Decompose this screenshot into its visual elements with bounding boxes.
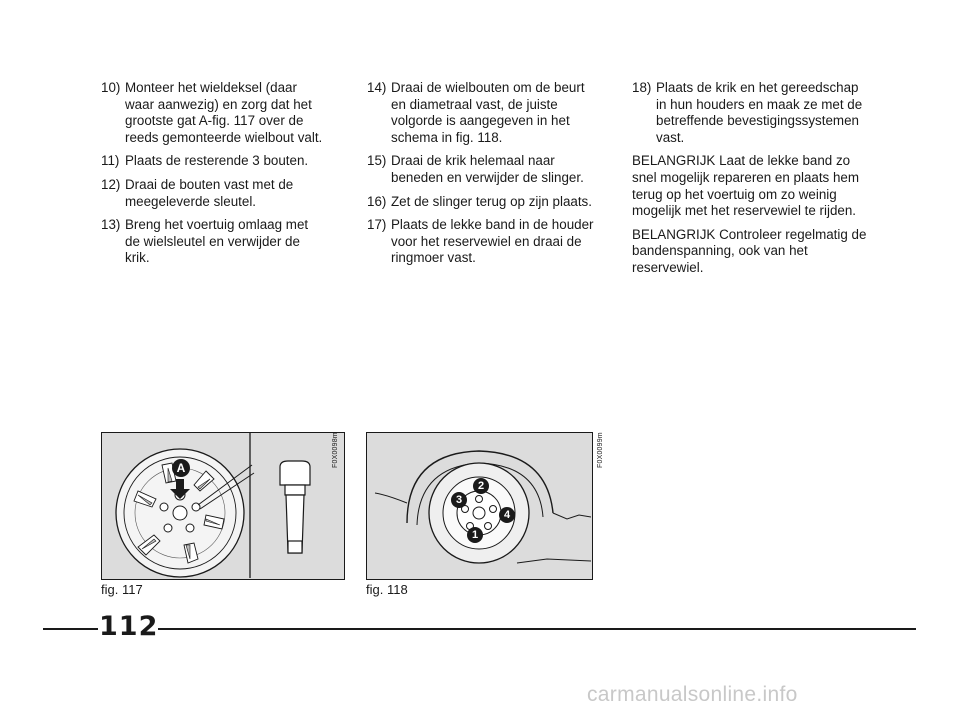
step-text: Draai de wielbouten om de beurt en diametraal vast, de juiste volgorde is aangegeven in het schema in fig. 118. [391,80,585,145]
step-number: 14) [367,80,387,95]
step-item [101,153,326,170]
footer-rule-left [43,628,98,630]
step-number: 15) [367,153,387,169]
step-number: 11) [101,153,120,169]
step-item [101,177,326,210]
marker-a: A [172,459,190,477]
step-item [632,80,867,146]
wheel-cover-illustration [102,433,343,578]
step-text: Plaats de lekke band in de houder voor het reservewiel en draai de ringmoer vast. [391,217,594,266]
step-number: 17) [367,217,387,233]
step-item [367,80,597,146]
figure-caption: fig. 117 [101,582,143,597]
step-number: 13) [101,217,121,233]
step-number: 12) [101,176,121,192]
step-number: 10) [101,80,121,95]
marker-3: 3 [451,492,467,508]
important-note: BELANGRIJK Laat de lekke band zo snel mogelijk repareren en plaats hem terug op het voertuig om zo weinig mogelijk met het reservewiel te rijden. [632,153,860,219]
step-item [367,153,597,186]
step-item [367,217,597,267]
step-item [101,217,326,267]
step-text: Monteer het wieldeksel (daar waar aanwezig) en zorg dat het grootste gat A-fig. 117 over de reeds gemonteerde wielbout valt. [125,80,323,145]
step-item [101,80,326,146]
marker-2: 2 [473,478,489,494]
step-text: Draai de bouten vast met de meegeleverde sleutel. [125,176,294,209]
step-text: Plaats de krik en het gereedschap in hun houders en maak ze met de betreffende bevestigingssystemen vast. [656,80,863,145]
figure-117 [101,432,345,580]
important-note: BELANGRIJK Controleer regelmatig de bandenspanning, ook van het reservewiel. [632,226,867,275]
figure-caption: fig. 118 [366,582,408,597]
figure-118 [366,432,593,580]
text-column-1 [101,80,326,274]
text-column-3 [632,80,867,284]
footer-rule-right [158,628,916,630]
wheel-bolt-order-illustration [367,433,591,578]
step-item [367,194,597,211]
step-number: 16) [367,193,387,209]
step-text: Draai de krik helemaal naar beneden en verwijder de slinger. [391,153,584,185]
figure-code: F0X0099m [597,432,604,468]
step-text: Zet de slinger terug op zijn plaats. [391,193,592,209]
marker-4: 4 [499,507,515,523]
step-number: 18) [632,80,652,95]
step-text: Plaats de resterende 3 bouten. [125,153,309,169]
step-text: Breng het voertuig omlaag met de wielsleutel en verwijder de krik. [125,217,309,266]
text-column-2 [367,80,597,274]
marker-1: 1 [467,527,483,543]
page-number: 112 [99,611,159,642]
figure-code: F0X0098m [332,432,339,468]
watermark: carmanualsonline.info [587,683,798,706]
